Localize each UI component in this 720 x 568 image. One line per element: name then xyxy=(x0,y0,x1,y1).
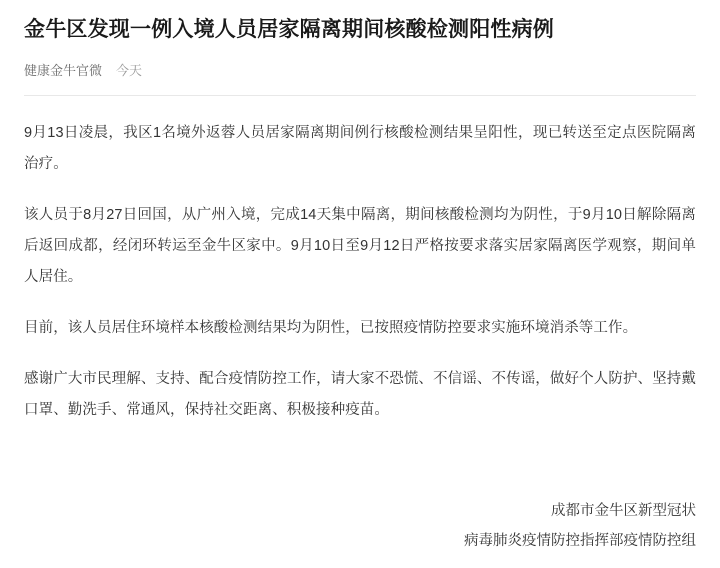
article-paragraph: 感谢广大市民理解、支持、配合疫情防控工作，请大家不恐慌、不信谣、不传谣，做好个人防护、坚持戴口罩、勤洗手、常通风，保持社交距离、积极接种疫苗。 xyxy=(24,371,696,418)
signature-line: 成都市金牛区新型冠状 xyxy=(551,503,696,519)
article-source[interactable]: 健康金牛官微 xyxy=(24,63,103,78)
signature-line: 病毒肺炎疫情防控指挥部疫情防控组 xyxy=(464,533,696,549)
article-paragraph: 该人员于8月27日回国，从广州入境，完成14天集中隔离，期间核酸检测均为阴性，于9月10日解除隔离后返回成都，经闭环转运至金牛区家中。9月10日至9月12日严格按要求落实居家隔离医学观察，期间单人居住。 xyxy=(24,207,696,285)
article-timestamp: 今天 xyxy=(116,63,143,78)
article-signature xyxy=(464,496,696,556)
article-meta xyxy=(24,60,696,95)
article-paragraph: 9月13日凌晨，我区1名境外返蓉人员居家隔离期间例行核酸检测结果呈阳性，现已转送至定点医院隔离治疗。 xyxy=(24,125,696,172)
page-title: 金牛区发现一例入境人员居家隔离期间核酸检测阳性病例 xyxy=(24,18,554,41)
article-paragraph: 目前，该人员居住环境样本核酸检测结果均为阴性，已按照疫情防控要求实施环境消杀等工作。 xyxy=(24,320,638,336)
article-body xyxy=(24,96,696,426)
